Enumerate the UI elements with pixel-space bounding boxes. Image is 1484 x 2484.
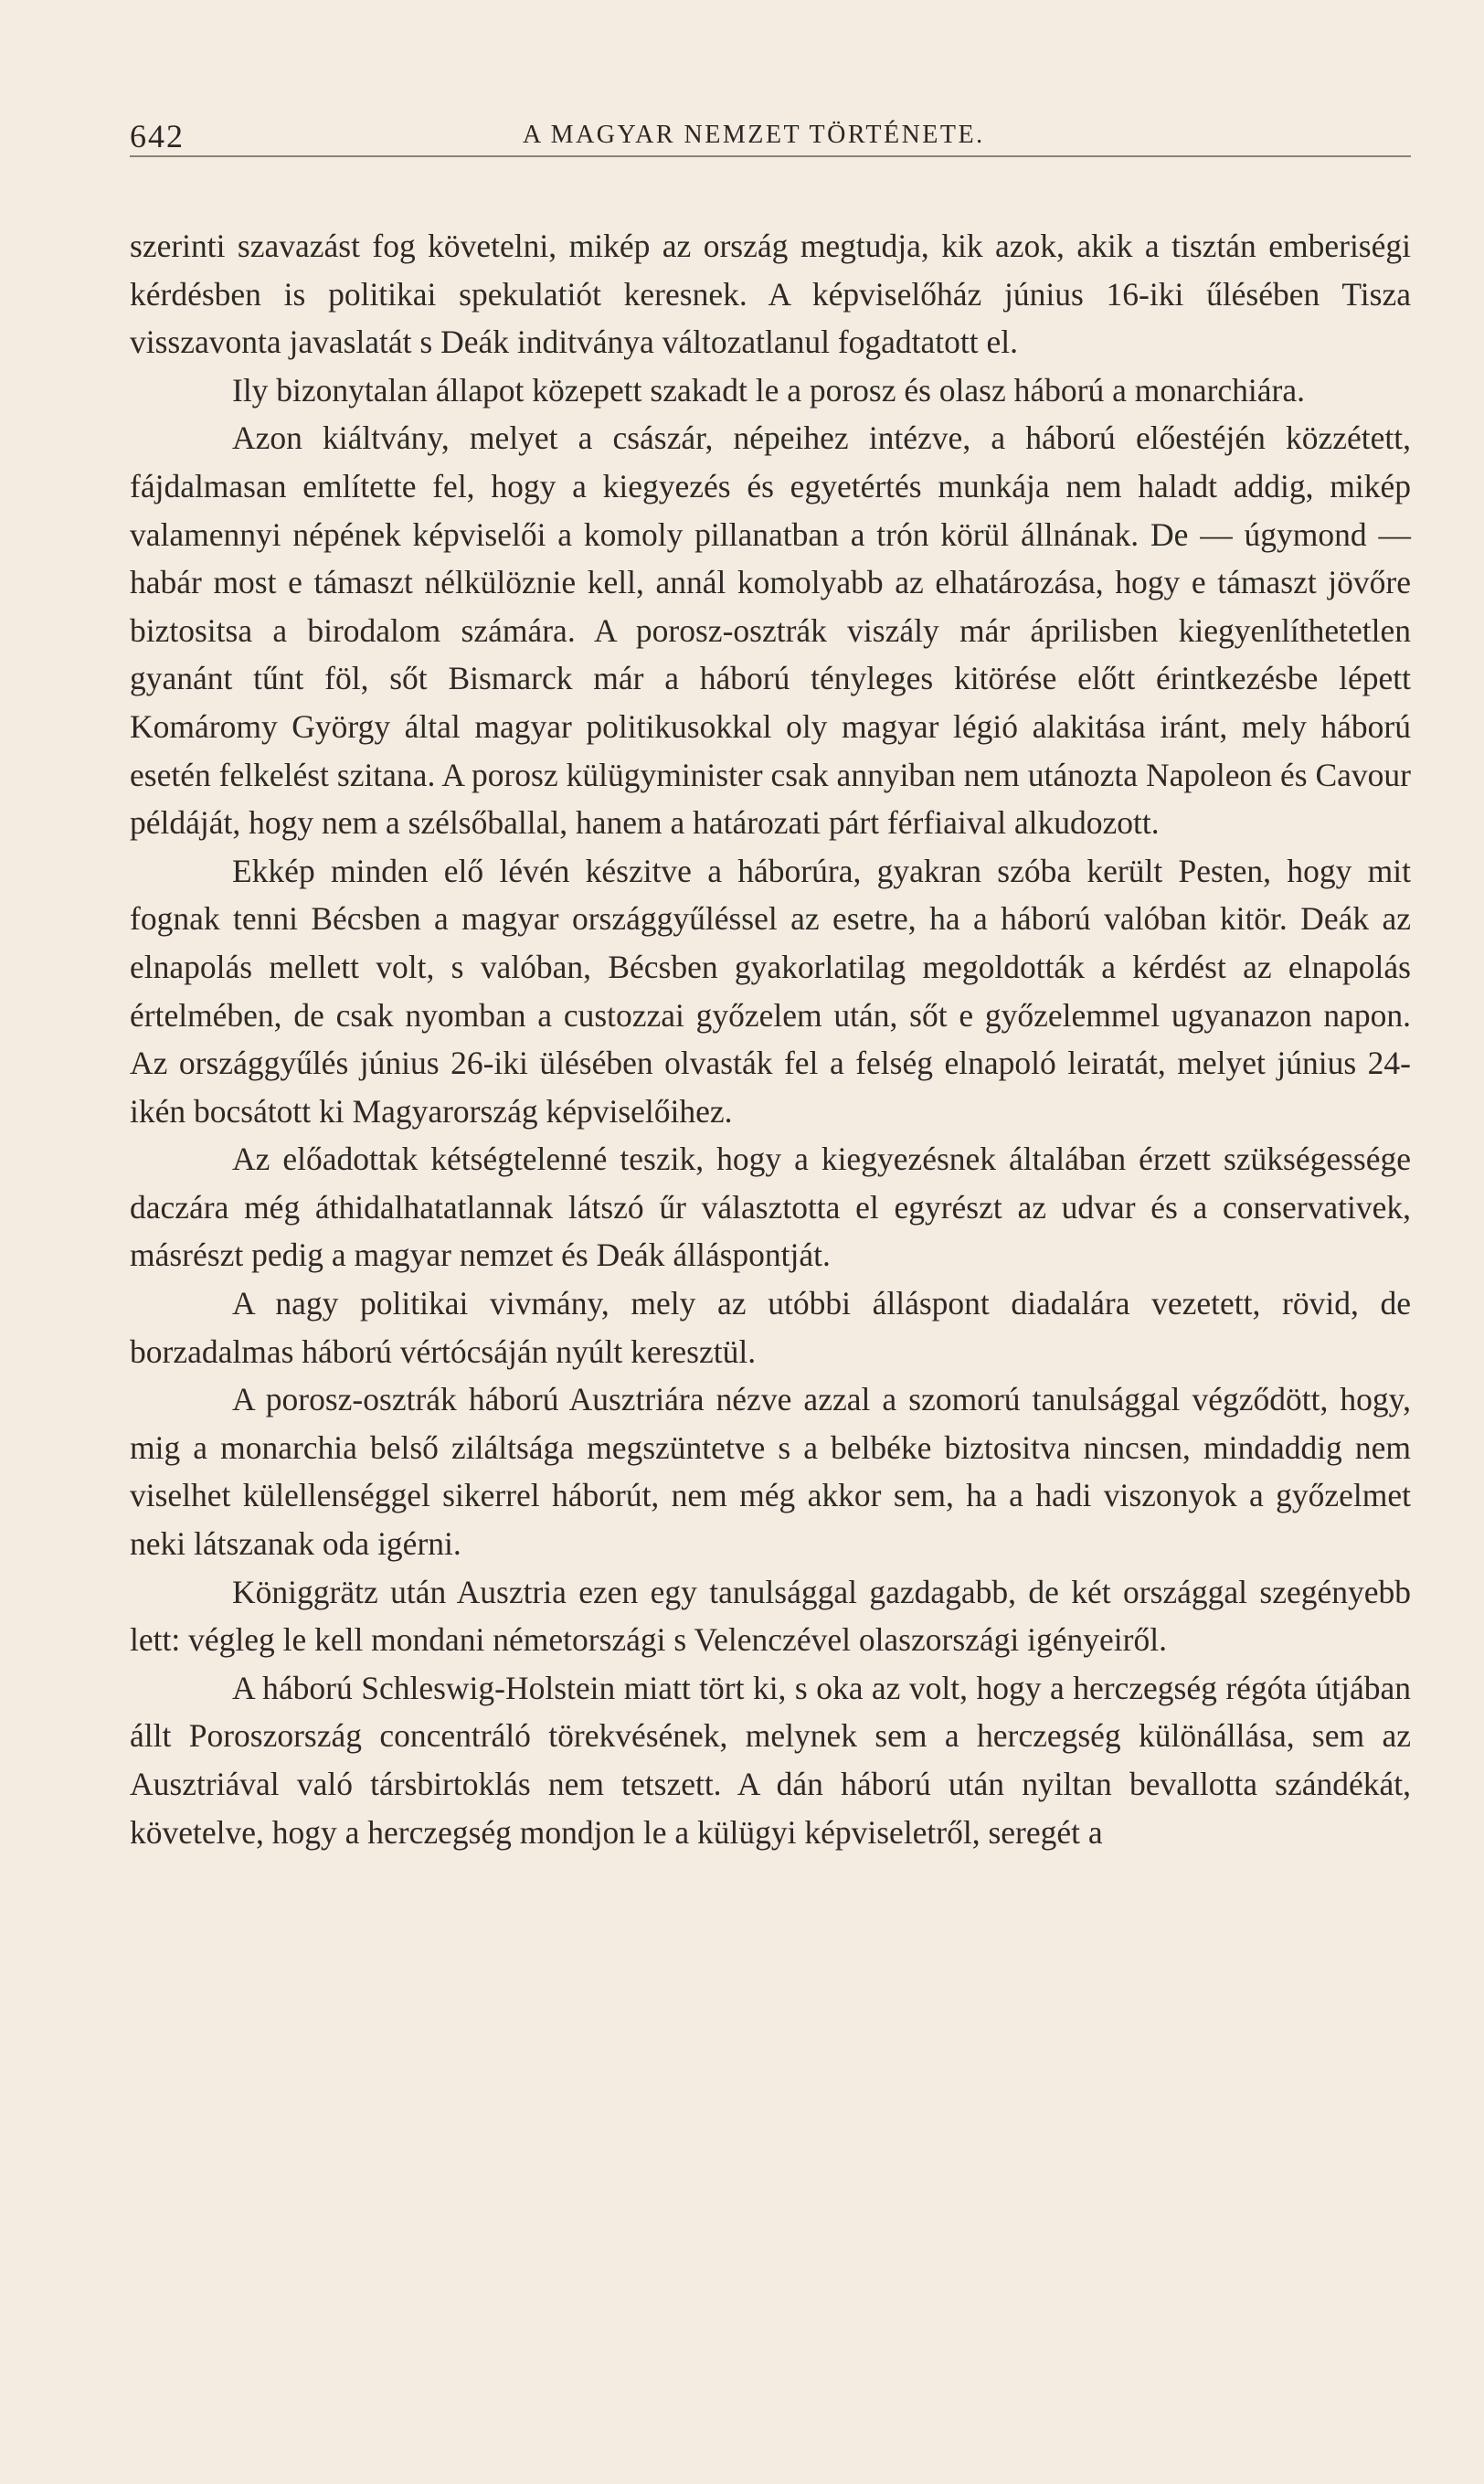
- paragraph: Az előadottak kétségtelenné teszik, hogy a kiegyezésnek általában érzett szükségessége daczára még áthidalhatatlannak látszó űr választotta el egyrészt az udvar és a conservativek, másrészt pedig a magyar nemzet és Deák álláspontját.: [130, 1141, 1411, 1274]
- header-rule: [130, 155, 1411, 157]
- paragraph: A porosz-osztrák háború Ausztriára nézve azzal a szomorú tanulsággal végződött, hogy, mig a monarchia belső ziláltsága megszüntetve s a belbéke biztositva nincsen, mindaddig nem viselhet külellenséggel sikerrel háborút, nem még akkor sem, ha a hadi viszonyok a győzelmet neki látszanak oda igérni.: [130, 1381, 1411, 1563]
- page-number: 642: [130, 118, 185, 154]
- paragraph: Azon kiáltvány, melyet a császár, népeihez intézve, a háború előestéjén közzétett, fájdalmasan említette fel, hogy a kiegyezés és egyetértés munkája nem haladt addig, mikép valamennyi népének képviselői a komoly pillanatban a trón körül állnának. De — úgymond — habár most e támaszt nélkülöznie kell, annál komolyabb az elhatározása, hogy e támaszt jövőre biztositsa a birodalom számára. A porosz-osztrák viszály már áprilisben kiegyenlíthetetlen gyanánt tűnt föl, sőt Bismarck már a háború tényleges kitörése előtt érintkezésbe lépett Komáromy György által magyar politikusokkal oly magyar légió alakitása iránt, mely háború esetén felkelést szitana. A porosz külügyminister csak annyiban nem utánozta Napoleon és Cavour példáját, hogy nem a szélsőballal, hanem a határozati párt férfiaival alkudozott.: [130, 419, 1411, 842]
- paragraph: A háború Schleswig-Holstein miatt tört ki, s oka az volt, hogy a herczegség régóta útjában állt Poroszország concentráló törekvésének, melynek sem a herczegség különállása, sem az Ausztriával való társbirtoklás nem tetszett. A dán háború után nyiltan bevallotta szándékát, követelve, hogy a herczegség mondjon le a külügyi képviseletről, seregét a: [130, 1669, 1411, 1851]
- paragraph: Ekkép minden elő lévén készitve a háborúra, gyakran szóba került Pesten, hogy mit fognak tenni Bécsben a magyar országgyűléssel az esetre, ha a háború valóban kitör. Deák az elnapolás mellett volt, s valóban, Bécsben gyakorlatilag megoldották a kérdést az elnapolás értelmében, de csak nyomban a custozzai győzelem után, sőt e győzelemmel ugyanazon napon. Az országgyűlés június 26-iki ülésében olvasták fel a felség elnapoló leiratát, melyet június 24-ikén bocsátott ki Magyarország képviselőihez.: [130, 852, 1411, 1130]
- paragraph: A nagy politikai vivmány, mely az utóbbi álláspont diadalára vezetett, rövid, de borzadalmas háború vértócsáján nyúlt keresztül.: [130, 1285, 1411, 1370]
- body-text: [130, 222, 1411, 1856]
- paragraph: Königgrätz után Ausztria ezen egy tanulsággal gazdagabb, de két országgal szegényebb lett: végleg le kell mondani németországi s Velenczével olaszországi igényeiről.: [130, 1573, 1411, 1659]
- paragraph: szerinti szavazást fog követelni, mikép az ország megtudja, kik azok, akik a tisztán emberiségi kérdésben is politikai spekulatiót keresnek. A képviselőház június 16-iki űlésében Tisza visszavonta javaslatát s Deák inditványa változatlanul fogadtatott el.: [130, 228, 1411, 361]
- running-title: A MAGYAR NEMZET TÖRTÉNETE.: [523, 121, 985, 149]
- paragraph: Ily bizonytalan állapot közepett szakadt le a porosz és olasz háború a monarchiára.: [232, 371, 1305, 409]
